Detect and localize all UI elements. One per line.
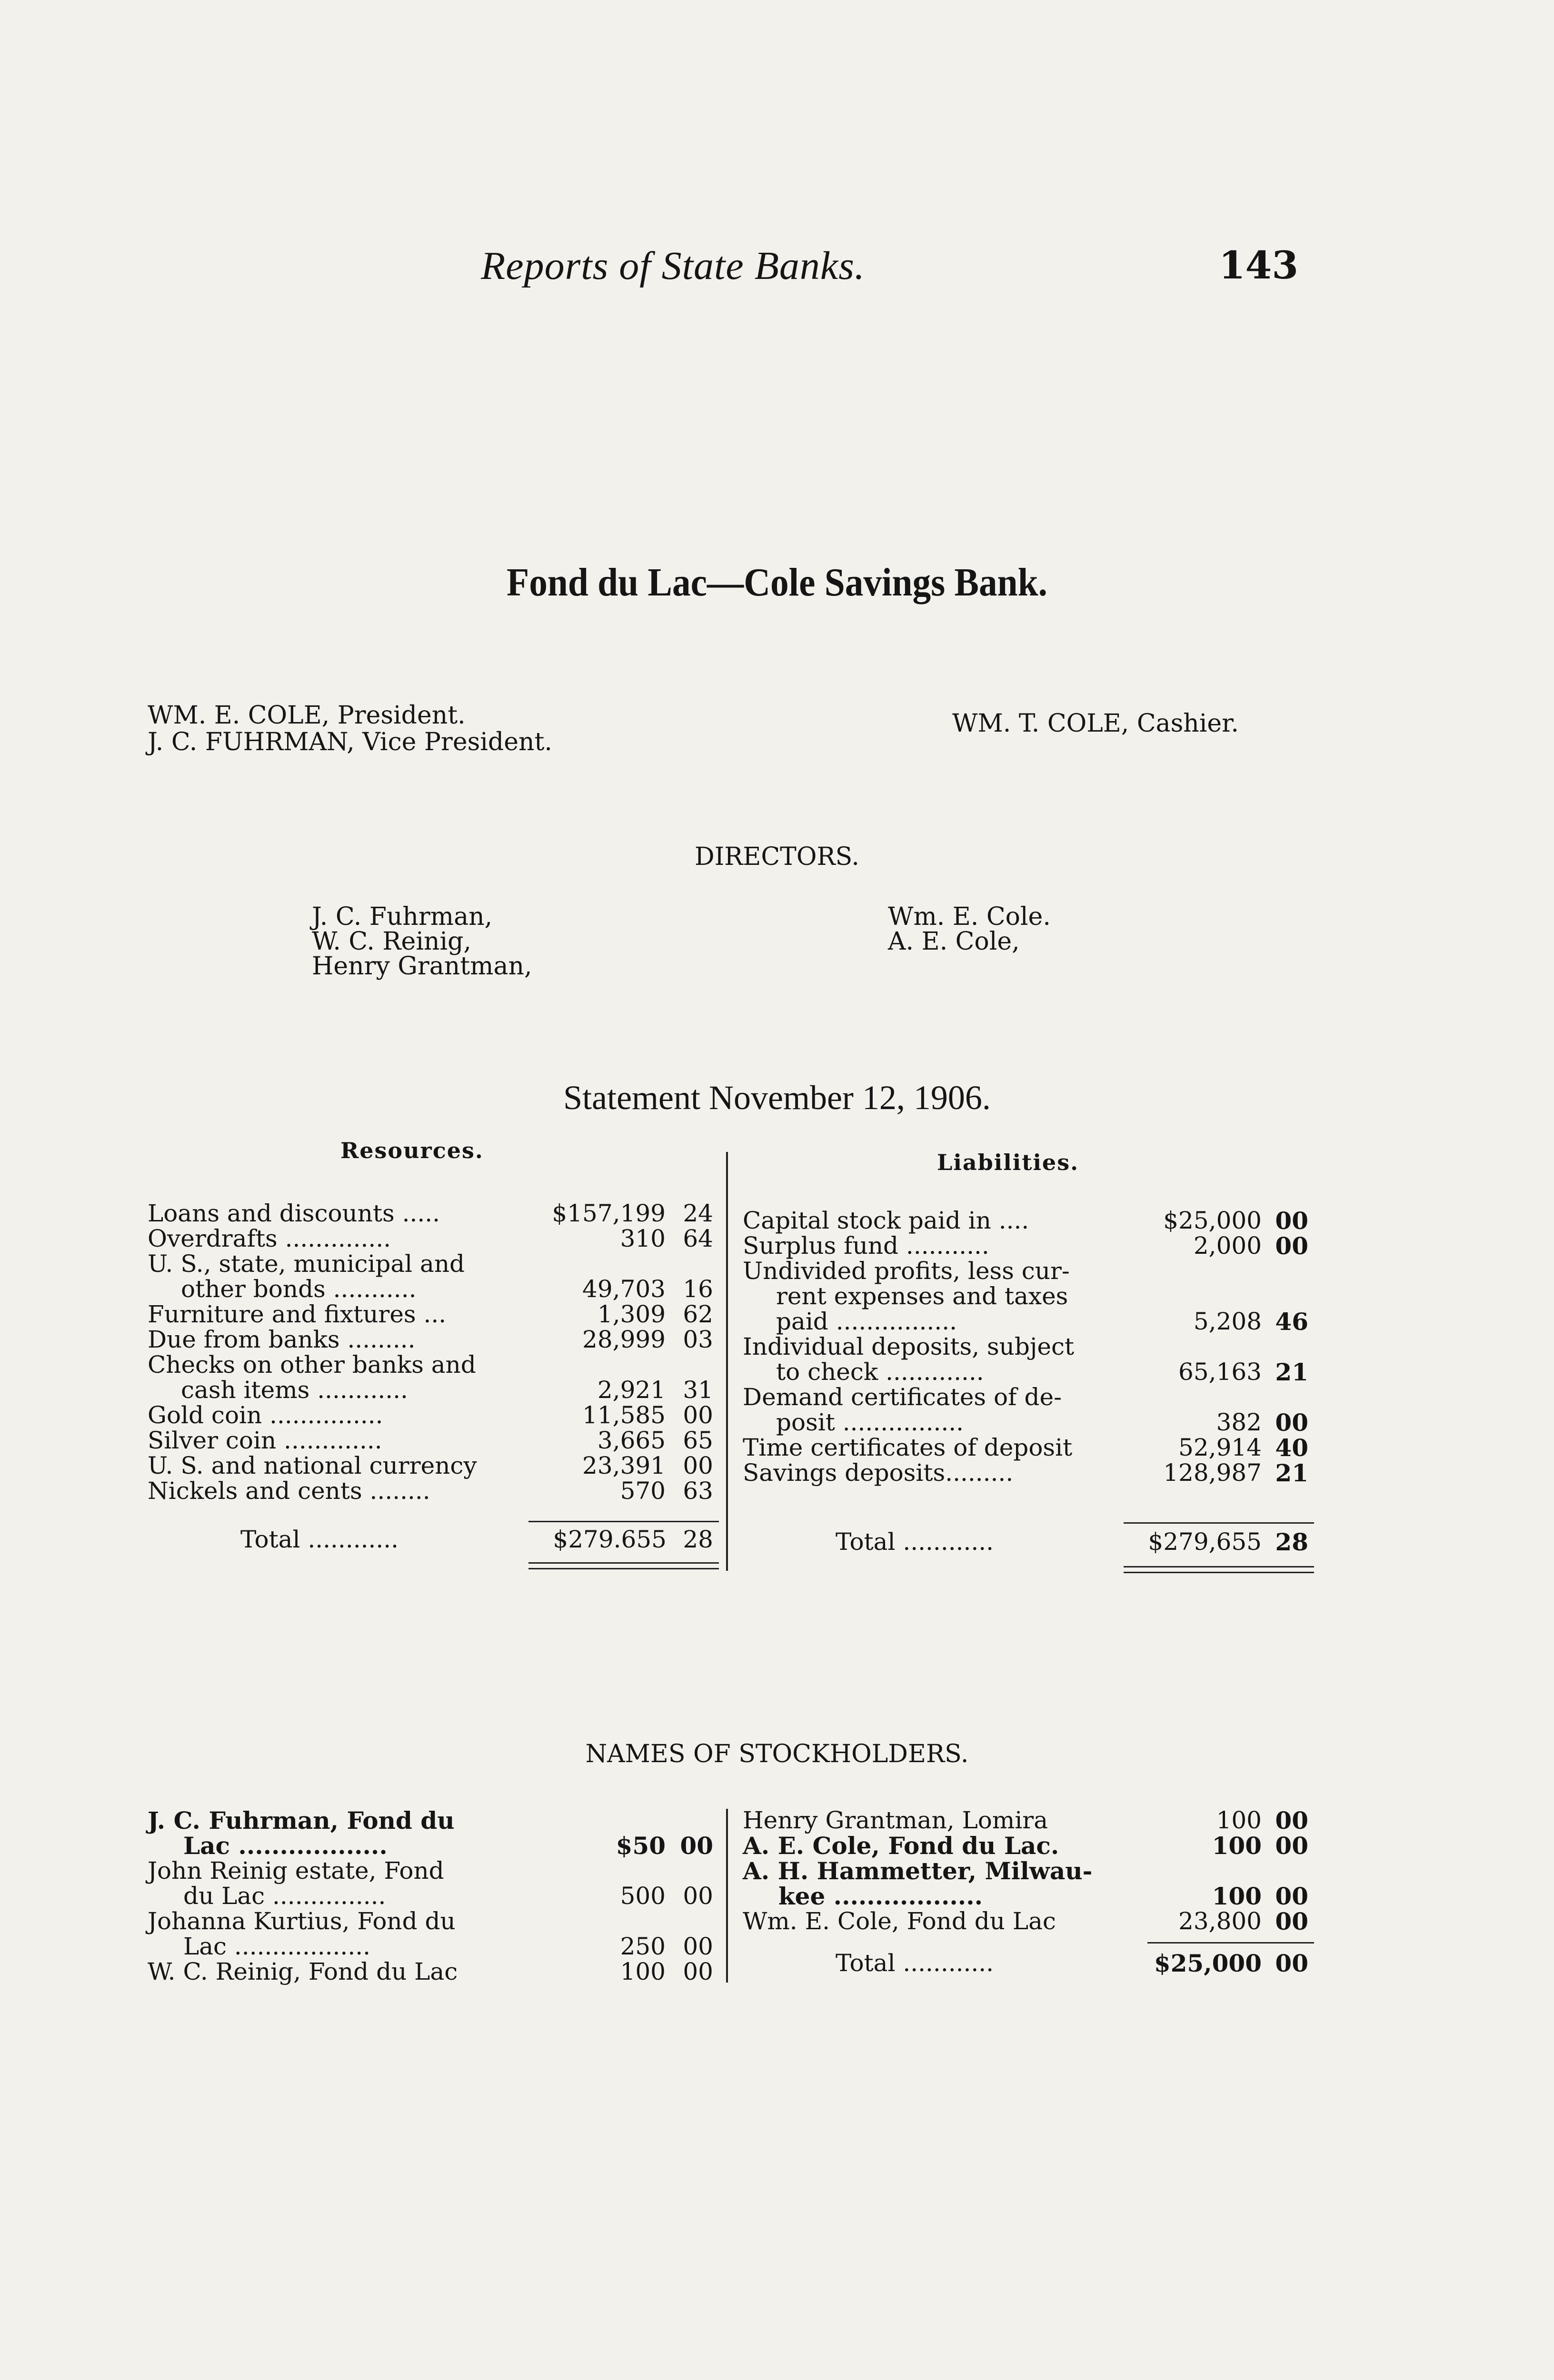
row-label: Undivided profits, less cur- — [743, 1257, 1070, 1285]
row-dollars: 49,703 — [582, 1275, 666, 1303]
row-cents: 00 — [1275, 1232, 1308, 1260]
page-number: 143 — [1219, 243, 1298, 288]
stockholder-row — [148, 1933, 719, 1958]
row-dollars: 23,391 — [582, 1452, 666, 1479]
row-dollars: 310 — [620, 1225, 666, 1252]
director-name: W. C. Reinig, — [312, 927, 471, 956]
stockholder-row — [743, 1832, 1314, 1860]
resources-total-row — [148, 1526, 719, 1554]
row-cents: 00 — [1275, 1806, 1308, 1835]
total-label: Total ............ — [836, 1949, 994, 1977]
total-label: Total ............ — [836, 1528, 994, 1556]
row-label: Demand certificates of de- — [743, 1383, 1062, 1411]
director-name: Henry Grantman, — [312, 952, 532, 981]
liability-row — [743, 1434, 1314, 1462]
row-cents: 03 — [683, 1326, 713, 1353]
resource-row — [148, 1275, 719, 1303]
row-cents: 46 — [1275, 1308, 1308, 1336]
row-dollars: 100 — [620, 1958, 666, 1985]
total-dollars: $279.655 — [553, 1526, 667, 1553]
resource-row — [148, 1477, 719, 1505]
row-label: Capital stock paid in .... — [743, 1207, 1029, 1234]
total-cents: 00 — [1275, 1949, 1308, 1977]
total-label: Total ............ — [240, 1526, 399, 1553]
row-label: John Reinig estate, Fond — [148, 1857, 444, 1884]
row-cents: 62 — [683, 1300, 713, 1328]
officer-cashier: WM. T. COLE, Cashier. — [952, 709, 1239, 738]
liability-row — [743, 1383, 1314, 1411]
resource-row — [148, 1225, 719, 1250]
row-label: kee .................. — [778, 1882, 983, 1910]
stockholder-row — [743, 1882, 1314, 1910]
row-label: Overdrafts .............. — [148, 1225, 391, 1252]
row-label: Due from banks ......... — [148, 1326, 416, 1353]
row-cents: 00 — [683, 1958, 713, 1985]
row-dollars: 5,208 — [1193, 1308, 1262, 1335]
row-label: to check ............. — [776, 1358, 984, 1386]
row-cents: 00 — [680, 1832, 713, 1860]
stockholders-heading: NAMES OF STOCKHOLDERS. — [585, 1740, 969, 1768]
stockholder-row — [148, 1857, 719, 1882]
stockholders-right-column — [743, 1806, 1314, 1933]
row-label: Johanna Kurtius, Fond du — [148, 1907, 456, 1935]
row-label: Lac .................. — [183, 1832, 388, 1860]
row-cents: 40 — [1275, 1434, 1308, 1462]
row-cents: 16 — [683, 1275, 713, 1303]
bank-title: Fond du Lac—Cole Savings Bank. — [507, 560, 1047, 605]
row-cents: 63 — [683, 1477, 713, 1505]
stockholder-row — [148, 1958, 719, 1983]
row-cents: 00 — [683, 1401, 713, 1429]
officer-president: WM. E. COLE, President. — [148, 701, 466, 730]
row-dollars: $50 — [616, 1832, 666, 1860]
row-label: Loans and discounts ..... — [148, 1200, 440, 1227]
row-label: J. C. Fuhrman, Fond du — [148, 1806, 455, 1835]
row-dollars: 3,665 — [597, 1427, 666, 1454]
row-dollars: 2,000 — [1193, 1232, 1262, 1259]
row-cents: 21 — [1275, 1358, 1308, 1386]
row-label: A. H. Hammetter, Milwau- — [743, 1857, 1093, 1885]
row-dollars: 382 — [1216, 1408, 1262, 1436]
officer-vice-president: J. C. FUHRMAN, Vice President. — [148, 728, 552, 756]
stockholder-row — [743, 1806, 1314, 1835]
row-label: paid ................ — [776, 1308, 957, 1335]
row-dollars: 128,987 — [1163, 1459, 1262, 1487]
director-name: J. C. Fuhrman, — [312, 902, 493, 931]
row-cents: 24 — [683, 1200, 713, 1227]
double-rule — [528, 1562, 719, 1569]
liability-row — [743, 1308, 1314, 1336]
row-label: Silver coin ............. — [148, 1427, 382, 1454]
resource-row — [148, 1452, 719, 1477]
row-cents: 00 — [683, 1933, 713, 1960]
resource-row — [148, 1427, 719, 1452]
row-label: Henry Grantman, Lomira — [743, 1806, 1048, 1834]
liability-row — [743, 1257, 1314, 1285]
row-label: W. C. Reinig, Fond du Lac — [148, 1958, 458, 1985]
directors-heading: DIRECTORS. — [695, 843, 859, 871]
liability-row — [743, 1232, 1314, 1260]
total-dollars: $279,655 — [1148, 1528, 1262, 1556]
resources-heading: Resources. — [340, 1138, 484, 1163]
row-dollars: 250 — [620, 1933, 666, 1960]
rule — [528, 1521, 719, 1522]
directors-right-column — [888, 904, 1051, 954]
row-label: A. E. Cole, Fond du Lac. — [743, 1832, 1059, 1860]
row-label: rent expenses and taxes — [776, 1282, 1068, 1310]
resources-table — [148, 1200, 719, 1505]
row-dollars: 100 — [1216, 1806, 1262, 1834]
resource-row — [148, 1326, 719, 1351]
row-cents: 00 — [683, 1452, 713, 1479]
director-name: Wm. E. Cole. — [888, 902, 1051, 931]
row-cents: 00 — [1275, 1882, 1308, 1910]
row-label: other bonds ........... — [181, 1275, 417, 1303]
resource-row — [148, 1376, 719, 1404]
row-cents: 00 — [683, 1882, 713, 1910]
row-label: Surplus fund ........... — [743, 1232, 989, 1259]
row-cents: 64 — [683, 1225, 713, 1252]
row-dollars: 100 — [1212, 1882, 1262, 1910]
stockholder-row — [743, 1857, 1314, 1885]
row-cents: 31 — [683, 1376, 713, 1404]
resource-row — [148, 1401, 719, 1427]
officers-left — [148, 702, 552, 755]
stockholders-total-row — [743, 1949, 1314, 1978]
row-cents: 00 — [1275, 1408, 1308, 1437]
row-dollars: 100 — [1212, 1832, 1262, 1860]
liabilities-heading: Liabilities. — [937, 1150, 1079, 1175]
row-dollars: 28,999 — [582, 1326, 666, 1353]
row-dollars: 23,800 — [1178, 1907, 1262, 1935]
row-dollars: 11,585 — [582, 1401, 666, 1429]
row-dollars: 570 — [620, 1477, 666, 1505]
row-label: Wm. E. Cole, Fond du Lac — [743, 1907, 1056, 1935]
row-dollars: 2,921 — [597, 1376, 666, 1404]
stockholder-row — [148, 1882, 719, 1910]
directors-left-column — [312, 904, 532, 979]
row-dollars: 1,309 — [597, 1300, 666, 1328]
column-divider — [726, 1809, 728, 1983]
resource-row — [148, 1351, 719, 1376]
liability-row — [743, 1358, 1314, 1386]
stockholder-row — [148, 1832, 719, 1860]
row-cents: 00 — [1275, 1832, 1308, 1860]
row-label: posit ................ — [776, 1408, 964, 1436]
double-rule — [1124, 1566, 1314, 1573]
resource-row — [148, 1250, 719, 1278]
resource-row — [148, 1300, 719, 1326]
row-label: U. S. and national currency — [148, 1452, 477, 1479]
row-label: Savings deposits......... — [743, 1459, 1014, 1487]
stockholders-left-column — [148, 1806, 719, 1983]
liability-row — [743, 1333, 1314, 1358]
rule — [1147, 1942, 1314, 1944]
row-label: Lac .................. — [183, 1933, 370, 1960]
director-name: A. E. Cole, — [888, 927, 1020, 956]
row-cents: 21 — [1275, 1459, 1308, 1487]
row-dollars: 65,163 — [1178, 1358, 1262, 1386]
column-divider — [726, 1152, 728, 1571]
running-title: Reports of State Banks. — [481, 244, 865, 288]
resource-row — [148, 1200, 719, 1225]
statement-heading: Statement November 12, 1906. — [563, 1079, 991, 1117]
rule — [1124, 1522, 1314, 1524]
row-cents: 00 — [1275, 1207, 1308, 1235]
stockholder-row — [148, 1907, 719, 1933]
row-dollars: $157,199 — [552, 1200, 666, 1227]
liability-row — [743, 1459, 1314, 1487]
row-label: U. S., state, municipal and — [148, 1250, 465, 1278]
row-dollars: $25,000 — [1163, 1207, 1262, 1234]
liability-row — [743, 1207, 1314, 1235]
liability-row — [743, 1408, 1314, 1437]
row-cents: 00 — [1275, 1907, 1308, 1935]
row-label: du Lac ............... — [183, 1882, 386, 1910]
row-dollars: 500 — [620, 1882, 666, 1910]
row-cents: 65 — [683, 1427, 713, 1454]
total-cents: 28 — [1275, 1528, 1308, 1556]
total-dollars: $25,000 — [1154, 1949, 1262, 1977]
row-label: Furniture and fixtures ... — [148, 1300, 447, 1328]
stockholder-row — [148, 1806, 719, 1835]
row-dollars: 52,914 — [1178, 1434, 1262, 1461]
stockholder-row — [743, 1907, 1314, 1933]
liability-row — [743, 1282, 1314, 1308]
liabilities-table — [743, 1207, 1314, 1487]
row-label: Checks on other banks and — [148, 1351, 476, 1378]
total-cents: 28 — [683, 1526, 713, 1553]
row-label: Nickels and cents ........ — [148, 1477, 430, 1505]
row-label: Individual deposits, subject — [743, 1333, 1075, 1360]
row-label: Time certificates of deposit — [743, 1434, 1073, 1461]
row-label: Gold coin ............... — [148, 1401, 383, 1429]
row-label: cash items ............ — [181, 1376, 408, 1404]
liabilities-total-row — [743, 1528, 1314, 1557]
